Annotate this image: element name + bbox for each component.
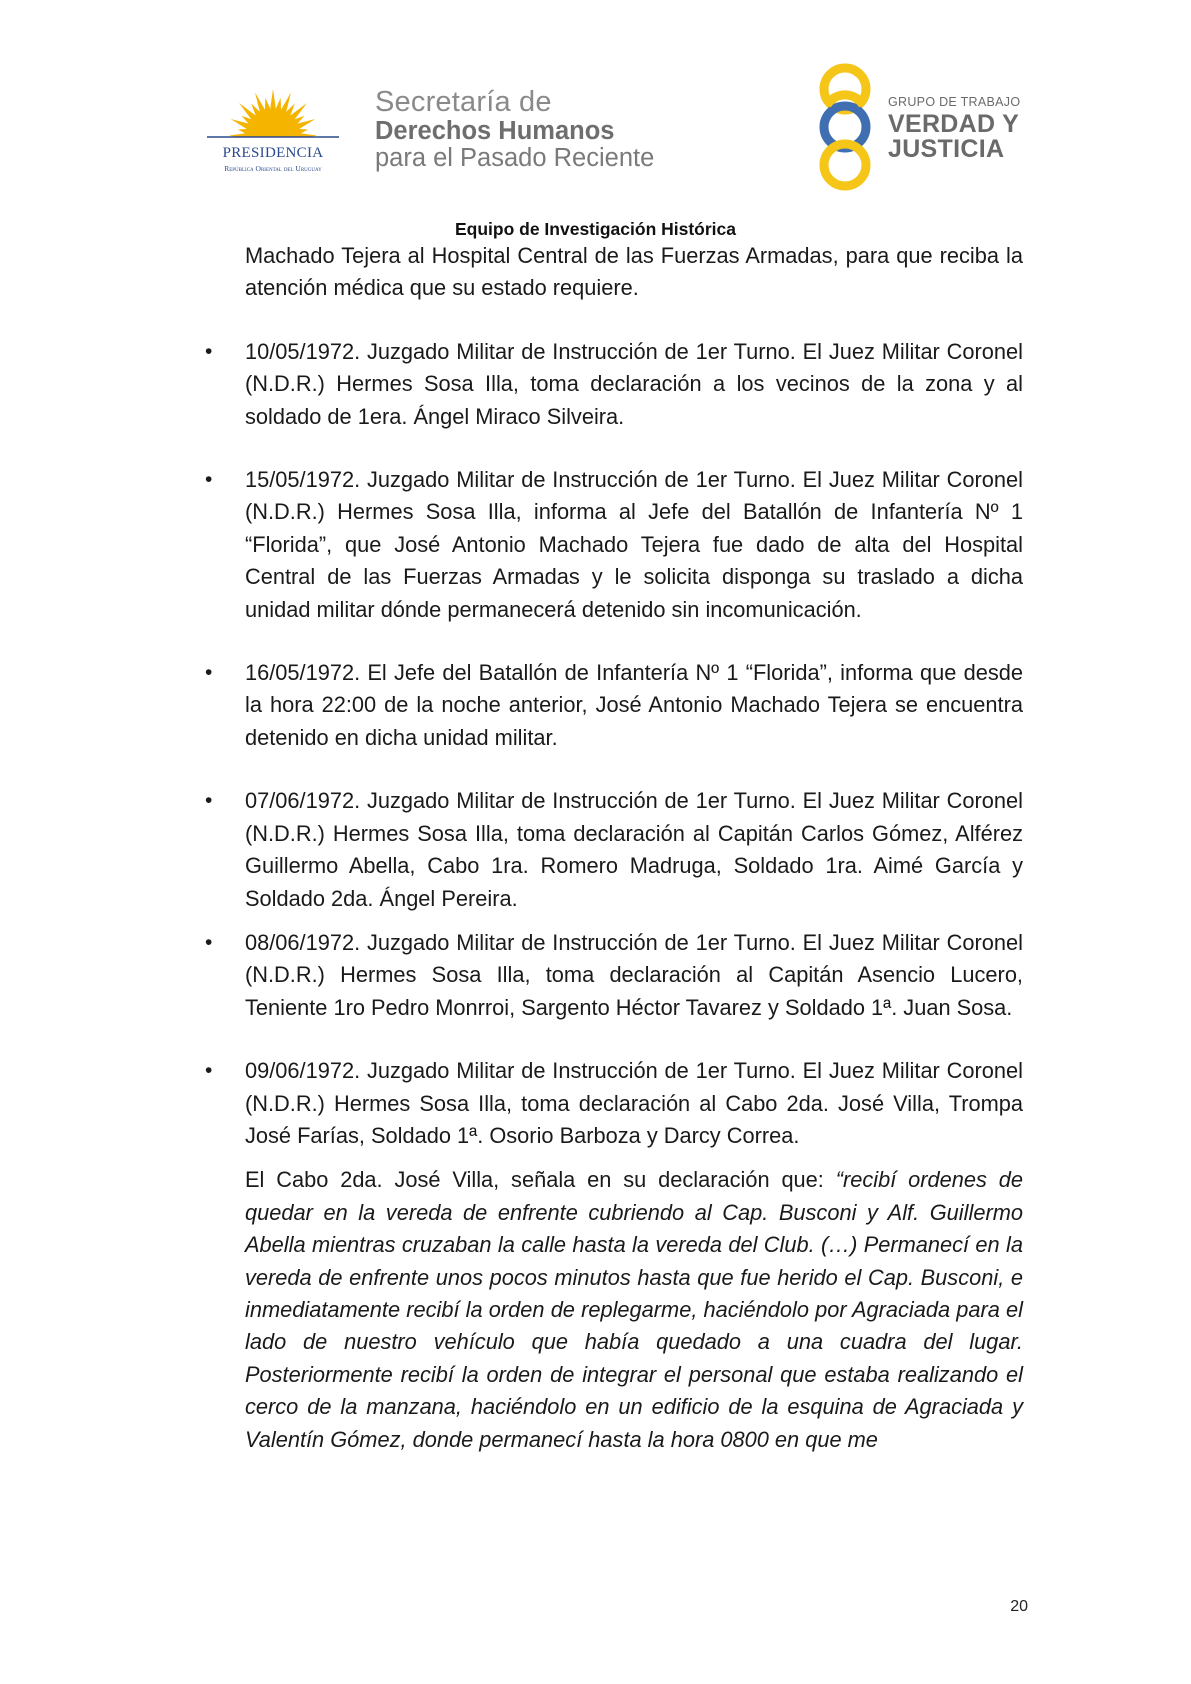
list-item [205,336,1023,433]
bullet-icon: • [205,789,213,813]
team-title: Equipo de Investigación Histórica [454,219,737,239]
list-item-text: 08/06/1972. Juzgado Militar de Instrucción de 1er Turno. El Juez Militar Coronel (N.D.R.) Hermes Sosa Illa, toma declaración al Capitán Asencio Lucero, Teniente 1ro Pedro Monrroi, Sargento Héctor Tavarez y Soldado 1ª. Juan Sosa. [245,929,1023,1020]
presidencia-title: PRESIDENCIA [222,145,324,161]
list-item [205,927,1023,1024]
bullet-icon: • [205,339,213,363]
presidencia-subtitle: República Oriental del Uruguay [224,164,322,173]
list-item [205,464,1023,626]
list-item-text: 07/06/1972. Juzgado Militar de Instrucción de 1er Turno. El Juez Militar Coronel (N.D.R.) Hermes Sosa Illa, toma declaración al Capitán Carlos Gómez, Alférez Guillermo Abella, Cabo 1ra. Romero Madruga, Soldado 1ra. Aimé García y Soldado 2da. Ángel Pereira. [245,788,1023,911]
list-item-text: 16/05/1972. El Jefe del Batallón de Infantería Nº 1 “Florida”, informa que desde la hora 22:00 de la noche anterior, José Antonio Machado Tejera se encuentra detenido en dicha unidad militar. [245,660,1023,750]
bullet-icon: • [205,1059,213,1083]
bullet-icon: • [205,468,213,492]
list-item [205,657,1023,754]
grupo-line-1: GRUPO DE TRABAJO [888,95,1021,109]
page-number: 20 [1010,1598,1028,1615]
list-item-text: 15/05/1972. Juzgado Militar de Instrucción de 1er Turno. El Juez Militar Coronel (N.D.R.) Hermes Sosa Illa, informa al Jefe del Batallón de Infantería Nº 1 “Florida”, que José Antonio Machado Tejera fue dado de alta del Hospital Central de las Fuerzas Armadas y le solicita disponga su traslado a dicha unidad militar dónde permanecerá detenido sin incomunicación. [245,467,1023,622]
list-item-text: 10/05/1972. Juzgado Militar de Instrucción de 1er Turno. El Juez Militar Coronel (N.D.R.) Hermes Sosa Illa, toma declaración a los vecinos de la zona y al soldado de 1era. Ángel Miraco Silveira. [245,338,1023,429]
list-item-text: 09/06/1972. Juzgado Militar de Instrucción de 1er Turno. El Juez Militar Coronel (N.D.R.) Hermes Sosa Illa, toma declaración al Cabo 2da. José Villa, Trompa José Farías, Soldado 1ª. Osorio Barboza y Darcy Correa. [245,1058,1023,1148]
quote-paragraph [245,1164,1023,1456]
intro-continuation: Machado Tejera al Hospital Central de las Fuerzas Armadas, para que reciba la atención médica que su estado requiere. [245,243,1023,301]
bullet-icon: • [205,930,213,954]
document-body [205,240,1023,1456]
quote-lead: El Cabo 2da. José Villa, señala en su declaración que: [245,1167,836,1193]
list-item [205,1055,1023,1152]
secretaria-wordmark [375,88,654,171]
secretaria-line-2: Derechos Humanos [375,117,615,145]
bullet-icon: • [205,661,213,685]
verdad-justicia-wordmark [888,96,1020,162]
grupo-line-2: VERDAD Y [888,109,1020,138]
grupo-line-3: JUSTICIA [888,134,1005,163]
list-item [205,785,1023,915]
quoted-testimony: “recibí ordenes de quedar en la vereda de enfrente cubriendo al Cap. Busconi y Alf. Guillermo Abella mientras cruzaban la calle hasta la vereda del Club. (…) Permanecí en la vereda de enfrente unos pocos minutos hasta que fue herido el Cap. Busconi, e inmediatamente recibí la orden de replegarme, haciéndolo por Agraciada para el lado de nuestro vehículo que había quedado a una cuadra del lugar. Posteriormente recibí la orden de integrar el personal que estaba realizando el cerco de la manzana, haciéndolo en un edificio de la esquina de Agraciada y Valentín Gómez, donde permanecí hasta la hora 0800 en que me [245,1167,1023,1452]
secretaria-line-3: para el Pasado Reciente [375,143,655,172]
verdad-justicia-rings-logo [805,63,885,191]
secretaria-line-1: Secretaría de [375,86,552,118]
document-header [0,0,1191,200]
